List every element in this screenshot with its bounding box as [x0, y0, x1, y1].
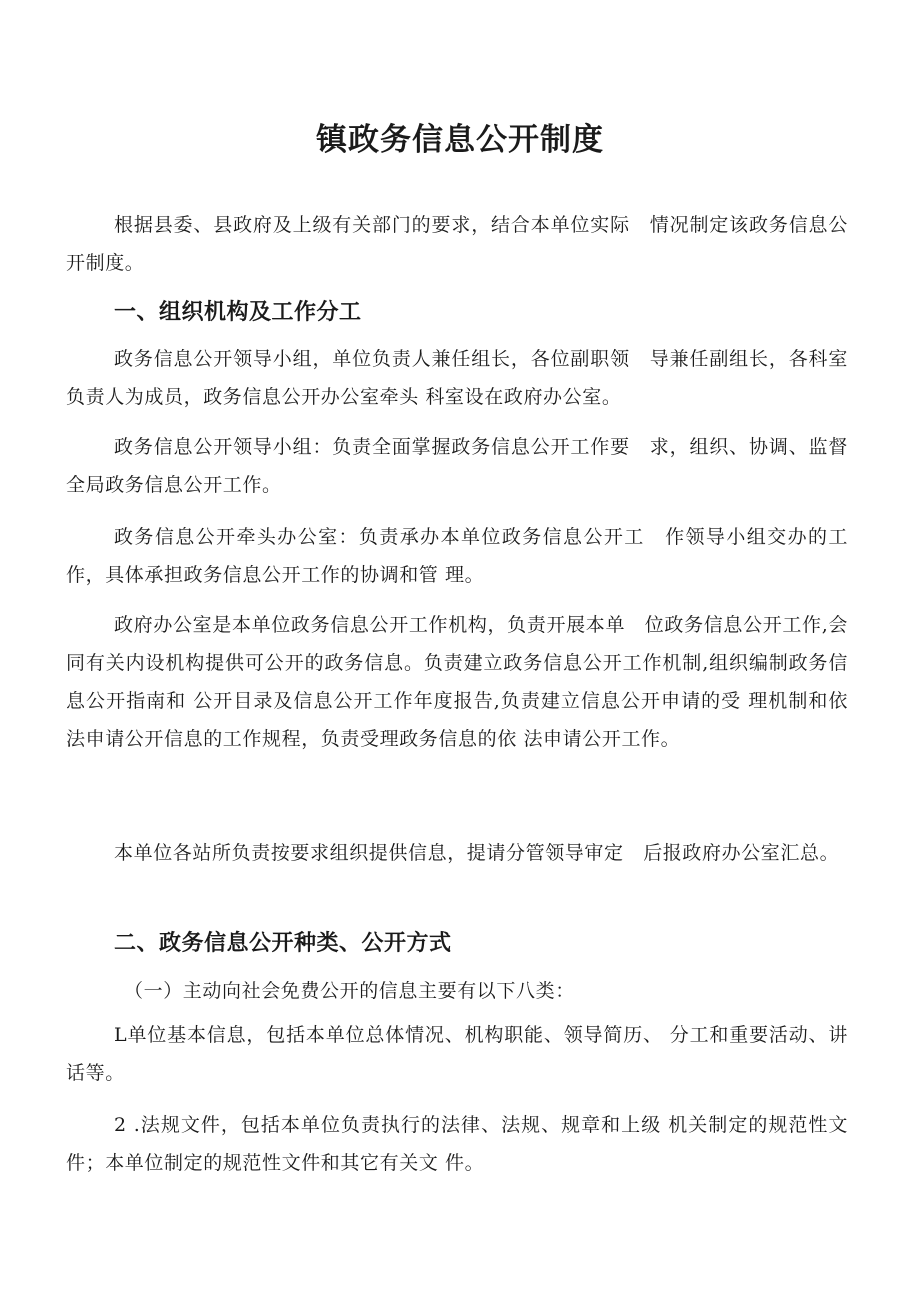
section-1-paragraph-1: 政务信息公开领导小组，单位负责人兼任组长，各位副职领 导兼任副组长，各科室负责人为成员，政务信息公开办公室牵头 科室设在政府办公室。 — [66, 348, 848, 408]
section-1-paragraph-3: 政务信息公开牵头办公室：负责承办本单位政务信息公开工 作领导小组交办的工作，具体承担政务信息公开工作的协调和管 理。 — [66, 526, 848, 586]
document-title: 镇政务信息公开制度 — [316, 122, 604, 158]
list-item-2: 2 .法规文件，包括本单位负责执行的法律、法规、规章和上级 机关制定的规范性文件；本单位制定的规范性文件和其它有关文 件。 — [66, 1114, 848, 1174]
list-item-1: L单位基本信息，包括本单位总体情况、机构职能、领导简历、 分工和重要活动、讲话等。 — [66, 1024, 848, 1084]
section-1-paragraph-5: 本单位各站所负责按要求组织提供信息，提请分管领导审定 后报政府办公室汇总。 — [114, 842, 840, 864]
intro-paragraph: 根据县委、县政府及上级有关部门的要求，结合本单位实际 情况制定该政务信息公开制度。 — [66, 214, 848, 274]
section-2-subheading: （一）主动向社会免费公开的信息主要有以下八类： — [124, 980, 575, 1002]
section-1-heading: 一、组织机构及工作分工 — [114, 300, 362, 325]
section-1-paragraph-4: 政府办公室是本单位政务信息公开工作机构，负责开展本单 位政务信息公开工作,会同有关内设机构提供可公开的政务信息。负责建立政务信息公开工作机制,组织编制政务信息公开指南和 公开目录及信息公开工作年度报告,负责建立信息公开申请的受 理机制和依法申请公开信息的工作规程，负责受理政务信息的依 法申请公开工作。 — [66, 614, 848, 750]
section-1-paragraph-2: 政务信息公开领导小组：负责全面掌握政务信息公开工作要 求，组织、协调、监督全局政务信息公开工作。 — [66, 436, 848, 496]
section-2-heading: 二、政务信息公开种类、公开方式 — [114, 931, 452, 956]
